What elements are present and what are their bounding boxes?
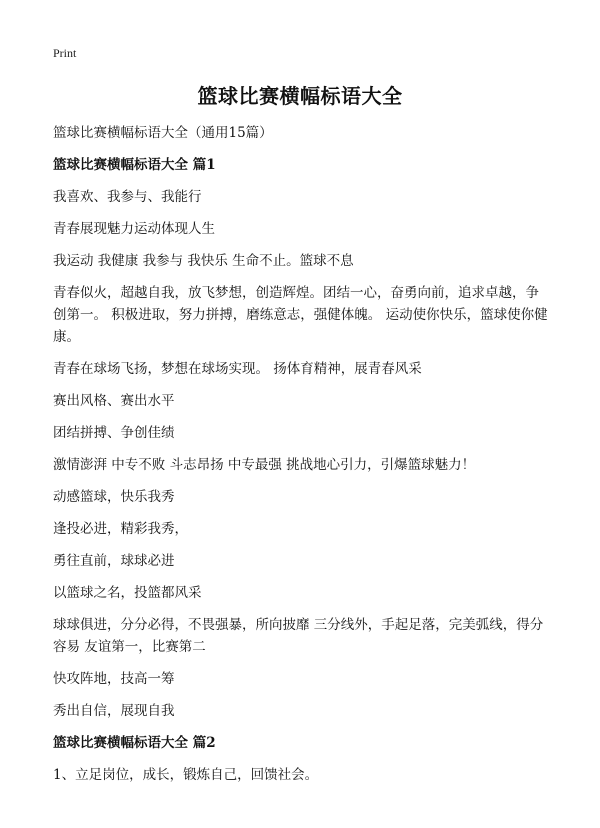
section-heading-1: 篮球比赛横幅标语大全 篇1 — [53, 157, 216, 173]
slogan-paragraph: 青春在球场飞扬，梦想在球场实现。 扬体育精神，展青春风采 — [53, 361, 422, 377]
slogan-paragraph: 球球俱进，分分必得，不畏强暴，所向披靡 三分线外，手起足落，完美弧线，得分容易 友谊第一，比赛第二 — [53, 617, 544, 655]
document-body — [53, 122, 548, 796]
page-title: 篮球比赛横幅标语大全 — [197, 84, 403, 108]
intro-text: 篮球比赛横幅标语大全（通用15篇） — [53, 125, 273, 141]
slogan-paragraph: 逢投必进，精彩我秀， — [53, 521, 188, 537]
slogan-paragraph: 团结拼搏、争创佳绩 — [53, 425, 175, 441]
slogan-paragraph: 我喜欢、我参与、我能行 — [53, 189, 202, 205]
slogan-paragraph: 青春展现魅力运动体现人生 — [53, 221, 215, 237]
slogan-paragraph: 勇往直前，球球必进 — [53, 553, 175, 569]
slogan-paragraph: 以篮球之名，投篮都风采 — [53, 585, 202, 601]
slogan-paragraph: 青春似火，超越自我，放飞梦想，创造辉煌。团结一心，奋勇向前，追求卓越，争创第一。 积极进取，努力拼搏，磨练意志，强健体魄。 运动使你快乐，篮球使你健康。 — [53, 285, 548, 345]
section-heading-2: 篮球比赛横幅标语大全 篇2 — [53, 735, 216, 751]
slogan-paragraph: 赛出风格、赛出水平 — [53, 393, 175, 409]
slogan-paragraph: 秀出自信，展现自我 — [53, 703, 175, 719]
slogan-paragraph: 动感篮球，快乐我秀 — [53, 489, 175, 505]
slogan-paragraph: 我运动 我健康 我参与 我快乐 生命不止。篮球不息 — [53, 253, 354, 269]
slogan-paragraph: 快攻阵地，技高一筹 — [53, 671, 175, 687]
slogan-paragraph: 激情澎湃 中专不败 斗志昂扬 中专最强 挑战地心引力，引爆篮球魅力！ — [53, 457, 476, 473]
print-link[interactable]: Print — [53, 46, 77, 60]
slogan-paragraph: 1、立足岗位，成长，锻炼自己，回馈社会。 — [53, 767, 319, 783]
